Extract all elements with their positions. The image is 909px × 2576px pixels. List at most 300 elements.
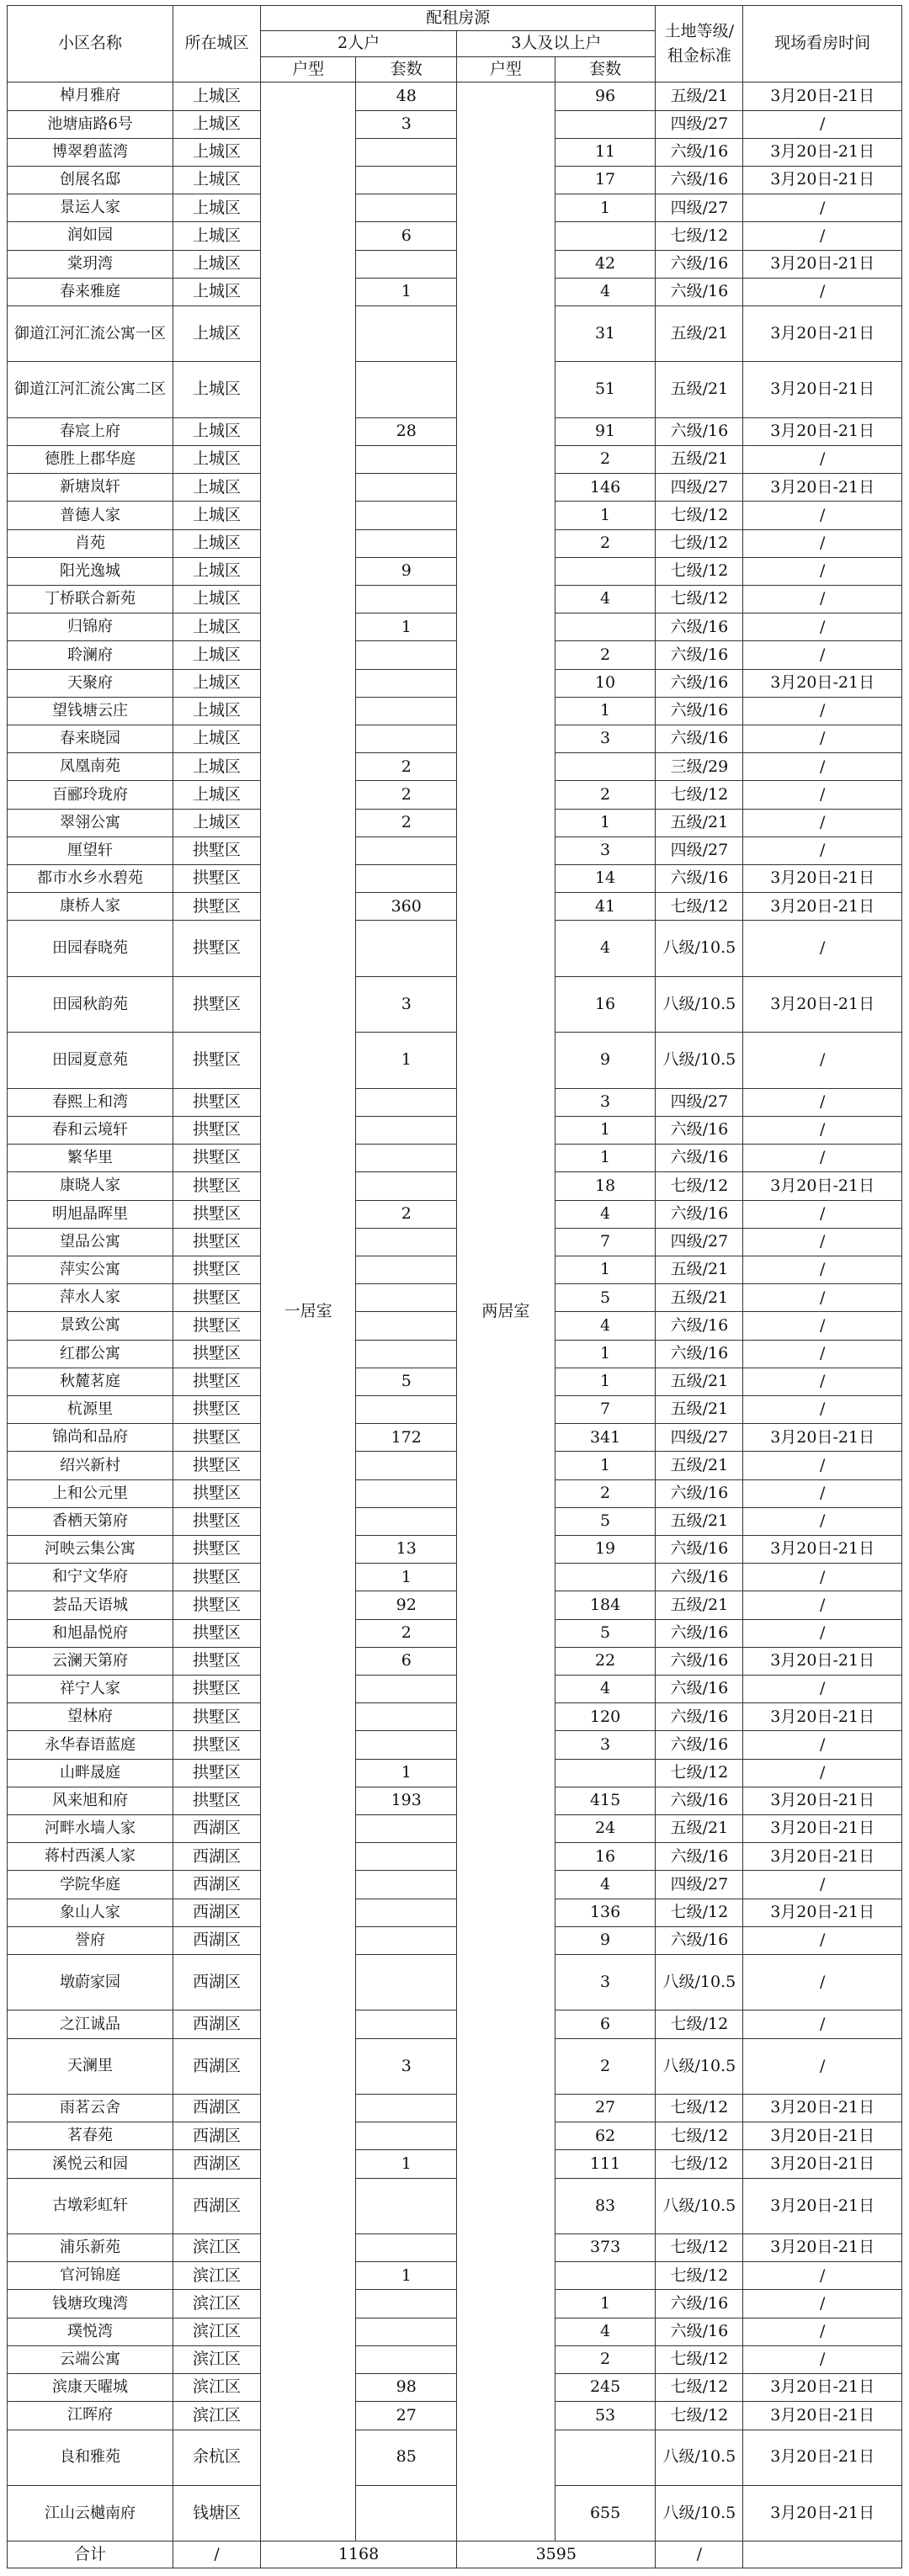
cell-sets-two <box>356 2345 457 2373</box>
cell-land: 六级/16 <box>656 1479 743 1507</box>
total-sets-two: 1168 <box>260 2541 456 2568</box>
cell-sets-three: 1 <box>555 697 656 725</box>
cell-sets-two <box>356 865 457 893</box>
cell-sets-three: 4 <box>555 1871 656 1899</box>
cell-time: / <box>743 1675 902 1702</box>
table-row <box>8 1452 902 1479</box>
cell-land: 七级/12 <box>656 2345 743 2373</box>
cell-land: 六级/16 <box>656 2290 743 2318</box>
cell-sets-two <box>356 1452 457 1479</box>
cell-name: 云端公寓 <box>8 2345 173 2373</box>
cell-sets-three: 5 <box>555 1507 656 1535</box>
cell-sets-three: 16 <box>555 976 656 1032</box>
cell-district: 上城区 <box>173 445 261 473</box>
cell-name: 景致公寓 <box>8 1312 173 1340</box>
cell-land: 六级/16 <box>656 417 743 445</box>
cell-name: 望品公寓 <box>8 1228 173 1256</box>
cell-sets-three: 16 <box>555 1843 656 1871</box>
cell-sets-two <box>356 1228 457 1256</box>
cell-time: 3月20日-21日 <box>743 1843 902 1871</box>
cell-sets-three: 1 <box>555 1340 656 1368</box>
cell-name: 秋麓茗庭 <box>8 1368 173 1395</box>
table-row <box>8 445 902 473</box>
total-row <box>8 2541 902 2568</box>
cell-sets-two <box>356 837 457 864</box>
cell-name: 御道江河汇流公寓一区 <box>8 305 173 361</box>
cell-sets-two <box>356 1955 457 2010</box>
cell-district: 西湖区 <box>173 2010 261 2038</box>
cell-sets-three: 17 <box>555 166 656 194</box>
cell-name: 御道江河汇流公寓二区 <box>8 362 173 417</box>
cell-land: 七级/12 <box>656 586 743 613</box>
cell-sets-two <box>356 1116 457 1144</box>
cell-sets-two <box>356 586 457 613</box>
cell-sets-three: 4 <box>555 278 656 305</box>
cell-land: 六级/16 <box>656 1703 743 1731</box>
cell-sets-two: 1 <box>356 278 457 305</box>
table-row <box>8 1787 902 1814</box>
cell-time: / <box>743 2290 902 2318</box>
total-district: / <box>173 2541 261 2568</box>
table-row <box>8 1033 902 1088</box>
table-body <box>8 82 902 2568</box>
cell-land: 六级/16 <box>656 1340 743 1368</box>
cell-district: 上城区 <box>173 82 261 110</box>
table-row <box>8 1843 902 1871</box>
cell-time: / <box>743 557 902 585</box>
total-time <box>743 2541 902 2568</box>
cell-time: 3月20日-21日 <box>743 2178 902 2233</box>
cell-time: 3月20日-21日 <box>743 2430 902 2485</box>
table-row <box>8 138 902 166</box>
cell-district: 西湖区 <box>173 1926 261 1954</box>
cell-sets-two: 48 <box>356 82 457 110</box>
cell-district: 上城区 <box>173 362 261 417</box>
cell-sets-three: 1 <box>555 1116 656 1144</box>
cell-sets-two: 85 <box>356 2430 457 2485</box>
table-row <box>8 1479 902 1507</box>
cell-district: 上城区 <box>173 613 261 641</box>
cell-sets-three: 136 <box>555 1899 656 1926</box>
cell-sets-three: 22 <box>555 1647 656 1675</box>
cell-land: 八级/10.5 <box>656 2178 743 2233</box>
cell-time: 3月20日-21日 <box>743 1814 902 1842</box>
cell-sets-three: 9 <box>555 1926 656 1954</box>
cell-sets-two: 28 <box>356 417 457 445</box>
cell-name: 荟品天语城 <box>8 1591 173 1619</box>
table-row <box>8 2095 902 2122</box>
table-row <box>8 1591 902 1619</box>
cell-sets-three: 3 <box>555 837 656 864</box>
cell-land: 七级/12 <box>656 557 743 585</box>
table-row <box>8 586 902 613</box>
cell-district: 拱墅区 <box>173 1759 261 1787</box>
table-header <box>8 6 902 82</box>
cell-time: / <box>743 1479 902 1507</box>
cell-time: / <box>743 1145 902 1172</box>
cell-time: / <box>743 1228 902 1256</box>
table-row <box>8 669 902 697</box>
cell-district: 拱墅区 <box>173 1424 261 1452</box>
cell-sets-two <box>356 1926 457 1954</box>
cell-district: 拱墅区 <box>173 1172 261 1200</box>
cell-name: 望钱塘云庄 <box>8 697 173 725</box>
cell-district: 拱墅区 <box>173 1340 261 1368</box>
cell-sets-two <box>356 1145 457 1172</box>
cell-time: 3月20日-21日 <box>743 362 902 417</box>
cell-district: 上城区 <box>173 222 261 250</box>
cell-name: 田园春晓苑 <box>8 921 173 976</box>
cell-name: 风来旭和府 <box>8 1787 173 1814</box>
table-row <box>8 278 902 305</box>
cell-district: 拱墅区 <box>173 1312 261 1340</box>
cell-sets-two: 1 <box>356 1759 457 1787</box>
cell-district: 上城区 <box>173 250 261 278</box>
cell-land: 六级/16 <box>656 1926 743 1954</box>
cell-time: / <box>743 1759 902 1787</box>
cell-district: 上城区 <box>173 305 261 361</box>
cell-land: 七级/12 <box>656 2150 743 2178</box>
cell-name: 天澜里 <box>8 2038 173 2094</box>
cell-sets-three: 83 <box>555 2178 656 2233</box>
cell-sets-three: 19 <box>555 1535 656 1563</box>
total-land: / <box>656 2541 743 2568</box>
cell-district: 上城区 <box>173 502 261 529</box>
table-row <box>8 529 902 557</box>
cell-sets-three <box>555 1759 656 1787</box>
cell-sets-three: 6 <box>555 2010 656 2038</box>
cell-sets-two: 1 <box>356 2150 457 2178</box>
cell-land: 五级/21 <box>656 82 743 110</box>
table-row <box>8 362 902 417</box>
cell-sets-three: 7 <box>555 1395 656 1423</box>
cell-land: 五级/21 <box>656 1395 743 1423</box>
cell-district: 拱墅区 <box>173 1647 261 1675</box>
cell-district: 拱墅区 <box>173 1507 261 1535</box>
cell-name: 雨茗云舍 <box>8 2095 173 2122</box>
cell-land: 五级/21 <box>656 1507 743 1535</box>
cell-sets-two: 92 <box>356 1591 457 1619</box>
cell-name: 德胜上郡华庭 <box>8 445 173 473</box>
table-row <box>8 2345 902 2373</box>
cell-district: 钱塘区 <box>173 2485 261 2541</box>
table-row <box>8 1647 902 1675</box>
table-row <box>8 474 902 502</box>
table-row <box>8 781 902 809</box>
cell-sets-two: 1 <box>356 1033 457 1088</box>
cell-land: 四级/27 <box>656 474 743 502</box>
cell-time: / <box>743 586 902 613</box>
cell-district: 拱墅区 <box>173 1145 261 1172</box>
cell-time: 3月20日-21日 <box>743 1535 902 1563</box>
cell-land: 七级/12 <box>656 2122 743 2150</box>
table-row <box>8 893 902 921</box>
cell-name: 香栖天第府 <box>8 1507 173 1535</box>
cell-time: 3月20日-21日 <box>743 2150 902 2178</box>
cell-district: 拱墅区 <box>173 976 261 1032</box>
cell-name: 誉府 <box>8 1926 173 1954</box>
cell-name: 普德人家 <box>8 502 173 529</box>
cell-sets-two <box>356 921 457 976</box>
cell-sets-two <box>356 725 457 753</box>
table-row <box>8 1535 902 1563</box>
cell-district: 拱墅区 <box>173 921 261 976</box>
cell-sets-three: 1 <box>555 1452 656 1479</box>
table-row <box>8 2262 902 2290</box>
table-row <box>8 2010 902 2038</box>
cell-sets-two <box>356 2095 457 2122</box>
cell-name: 蒋村西溪人家 <box>8 1843 173 1871</box>
cell-time: / <box>743 1116 902 1144</box>
cell-sets-three: 1 <box>555 502 656 529</box>
cell-district: 拱墅区 <box>173 1368 261 1395</box>
header-name: 小区名称 <box>8 6 173 82</box>
table-row <box>8 2038 902 2094</box>
cell-district: 拱墅区 <box>173 1787 261 1814</box>
cell-time: 3月20日-21日 <box>743 669 902 697</box>
cell-sets-three: 2 <box>555 641 656 669</box>
table-row <box>8 1564 902 1591</box>
cell-district: 拱墅区 <box>173 1200 261 1228</box>
cell-time: 3月20日-21日 <box>743 976 902 1032</box>
cell-sets-three: 11 <box>555 138 656 166</box>
cell-time: 3月20日-21日 <box>743 1647 902 1675</box>
cell-district: 上城区 <box>173 669 261 697</box>
cell-sets-two <box>356 641 457 669</box>
cell-name: 杭源里 <box>8 1395 173 1423</box>
cell-sets-two: 6 <box>356 222 457 250</box>
cell-sets-three: 4 <box>555 2318 656 2345</box>
cell-sets-three: 184 <box>555 1591 656 1619</box>
table-row <box>8 1145 902 1172</box>
cell-sets-two <box>356 1340 457 1368</box>
table-row <box>8 725 902 753</box>
cell-sets-three: 4 <box>555 586 656 613</box>
cell-sets-two <box>356 669 457 697</box>
cell-land: 七级/12 <box>656 893 743 921</box>
table-row <box>8 166 902 194</box>
cell-name: 田园秋韵苑 <box>8 976 173 1032</box>
cell-district: 滨江区 <box>173 2262 261 2290</box>
table-row <box>8 557 902 585</box>
cell-sets-two <box>356 166 457 194</box>
cell-name: 春和云境轩 <box>8 1116 173 1144</box>
cell-district: 拱墅区 <box>173 1395 261 1423</box>
cell-sets-two <box>356 1814 457 1842</box>
header-sets-three: 套数 <box>555 56 656 82</box>
cell-district: 滨江区 <box>173 2234 261 2262</box>
cell-time: / <box>743 1507 902 1535</box>
table-row <box>8 1116 902 1144</box>
cell-sets-two: 193 <box>356 1787 457 1814</box>
cell-sets-two <box>356 2234 457 2262</box>
table-row <box>8 837 902 864</box>
cell-time: / <box>743 1284 902 1312</box>
cell-name: 江晖府 <box>8 2402 173 2430</box>
cell-name: 墩蔚家园 <box>8 1955 173 2010</box>
cell-sets-three: 3 <box>555 725 656 753</box>
cell-time: / <box>743 753 902 781</box>
cell-sets-three: 4 <box>555 921 656 976</box>
cell-name: 古墩彩虹轩 <box>8 2178 173 2233</box>
cell-time: / <box>743 1926 902 1954</box>
cell-time: / <box>743 613 902 641</box>
cell-land: 六级/16 <box>656 1647 743 1675</box>
cell-sets-two <box>356 2485 457 2541</box>
cell-district: 西湖区 <box>173 1899 261 1926</box>
cell-name: 凤凰南苑 <box>8 753 173 781</box>
cell-district: 西湖区 <box>173 2095 261 2122</box>
cell-name: 和旭晶悦府 <box>8 1619 173 1647</box>
table-row <box>8 1899 902 1926</box>
cell-land: 六级/16 <box>656 250 743 278</box>
cell-land: 四级/27 <box>656 1424 743 1452</box>
cell-land: 四级/27 <box>656 1088 743 1116</box>
cell-district: 西湖区 <box>173 2178 261 2233</box>
cell-name: 明旭晶晖里 <box>8 1200 173 1228</box>
cell-district: 上城区 <box>173 725 261 753</box>
table-row <box>8 1340 902 1368</box>
rental-table <box>7 5 902 2568</box>
cell-land: 五级/21 <box>656 1256 743 1283</box>
cell-sets-two <box>356 1479 457 1507</box>
cell-time: / <box>743 1088 902 1116</box>
cell-sets-three: 51 <box>555 362 656 417</box>
cell-name: 之江诚品 <box>8 2010 173 2038</box>
table-row <box>8 1814 902 1842</box>
cell-time: 3月20日-21日 <box>743 893 902 921</box>
table-row <box>8 865 902 893</box>
cell-sets-two <box>356 1675 457 1702</box>
cell-time: 3月20日-21日 <box>743 2402 902 2430</box>
table-row <box>8 1871 902 1899</box>
cell-name: 春来晓园 <box>8 725 173 753</box>
cell-land: 四级/27 <box>656 194 743 222</box>
cell-land: 七级/12 <box>656 2262 743 2290</box>
table-row <box>8 1395 902 1423</box>
cell-name: 康晓人家 <box>8 1172 173 1200</box>
cell-sets-two <box>356 697 457 725</box>
cell-sets-three <box>555 557 656 585</box>
cell-land: 七级/12 <box>656 2374 743 2402</box>
cell-sets-two <box>356 474 457 502</box>
cell-name: 繁华里 <box>8 1145 173 1172</box>
cell-district: 上城区 <box>173 557 261 585</box>
table-row <box>8 2122 902 2150</box>
cell-land: 六级/16 <box>656 1787 743 1814</box>
cell-land: 八级/10.5 <box>656 2038 743 2094</box>
cell-name: 璞悦湾 <box>8 2318 173 2345</box>
cell-sets-two <box>356 138 457 166</box>
cell-district: 西湖区 <box>173 2150 261 2178</box>
table-row <box>8 1955 902 2010</box>
cell-name: 溪悦云和园 <box>8 2150 173 2178</box>
cell-name: 天聚府 <box>8 669 173 697</box>
table-row <box>8 1619 902 1647</box>
cell-district: 上城区 <box>173 753 261 781</box>
cell-district: 拱墅区 <box>173 1284 261 1312</box>
cell-name: 春宸上府 <box>8 417 173 445</box>
cell-sets-two: 2 <box>356 809 457 837</box>
cell-sets-three: 2 <box>555 445 656 473</box>
cell-name: 山畔晟庭 <box>8 1759 173 1787</box>
cell-sets-three: 1 <box>555 1368 656 1395</box>
cell-name: 江山云樾南府 <box>8 2485 173 2541</box>
cell-name: 田园夏意苑 <box>8 1033 173 1088</box>
cell-time: 3月20日-21日 <box>743 2095 902 2122</box>
total-label: 合计 <box>8 2541 173 2568</box>
table-row <box>8 82 902 110</box>
cell-sets-three: 31 <box>555 305 656 361</box>
cell-time: / <box>743 2038 902 2094</box>
cell-district: 上城区 <box>173 166 261 194</box>
cell-sets-two: 1 <box>356 613 457 641</box>
cell-time: / <box>743 2345 902 2373</box>
header-source: 配租房源 <box>260 6 655 31</box>
cell-sets-three: 1 <box>555 1145 656 1172</box>
cell-land: 三级/29 <box>656 753 743 781</box>
cell-district: 拱墅区 <box>173 1731 261 1759</box>
cell-name: 归锦府 <box>8 613 173 641</box>
cell-time: 3月20日-21日 <box>743 2234 902 2262</box>
cell-land: 六级/16 <box>656 865 743 893</box>
cell-name: 象山人家 <box>8 1899 173 1926</box>
cell-land: 五级/21 <box>656 1452 743 1479</box>
cell-name: 绍兴新村 <box>8 1452 173 1479</box>
cell-name: 阳光逸城 <box>8 557 173 585</box>
cell-district: 拱墅区 <box>173 837 261 864</box>
cell-district: 上城区 <box>173 417 261 445</box>
cell-land: 六级/16 <box>656 697 743 725</box>
cell-district: 上城区 <box>173 474 261 502</box>
cell-sets-two <box>356 1312 457 1340</box>
cell-sets-two <box>356 2318 457 2345</box>
cell-sets-three <box>555 753 656 781</box>
cell-land: 四级/27 <box>656 1228 743 1256</box>
cell-land: 七级/12 <box>656 2234 743 2262</box>
cell-district: 拱墅区 <box>173 1564 261 1591</box>
cell-district: 拱墅区 <box>173 1703 261 1731</box>
cell-land: 五级/21 <box>656 1814 743 1842</box>
cell-time: / <box>743 2010 902 2038</box>
cell-district: 拱墅区 <box>173 1535 261 1563</box>
cell-time: / <box>743 809 902 837</box>
cell-sets-two <box>356 2010 457 2038</box>
cell-sets-two: 2 <box>356 1619 457 1647</box>
cell-district: 上城区 <box>173 586 261 613</box>
cell-land: 八级/10.5 <box>656 976 743 1032</box>
cell-district: 西湖区 <box>173 1843 261 1871</box>
cell-name: 棠玥湾 <box>8 250 173 278</box>
cell-sets-three: 4 <box>555 1312 656 1340</box>
cell-land: 六级/16 <box>656 1731 743 1759</box>
cell-district: 西湖区 <box>173 1955 261 2010</box>
table-row <box>8 1703 902 1731</box>
cell-time: / <box>743 1955 902 2010</box>
cell-time: / <box>743 1368 902 1395</box>
cell-sets-three: 5 <box>555 1619 656 1647</box>
cell-time: / <box>743 1033 902 1088</box>
cell-sets-two: 27 <box>356 2402 457 2430</box>
cell-land: 五级/21 <box>656 809 743 837</box>
cell-sets-three: 1 <box>555 809 656 837</box>
cell-sets-two <box>356 1899 457 1926</box>
cell-land: 八级/10.5 <box>656 2430 743 2485</box>
cell-sets-three: 2 <box>555 781 656 809</box>
cell-sets-three: 655 <box>555 2485 656 2541</box>
cell-time: / <box>743 1731 902 1759</box>
cell-sets-three: 41 <box>555 893 656 921</box>
